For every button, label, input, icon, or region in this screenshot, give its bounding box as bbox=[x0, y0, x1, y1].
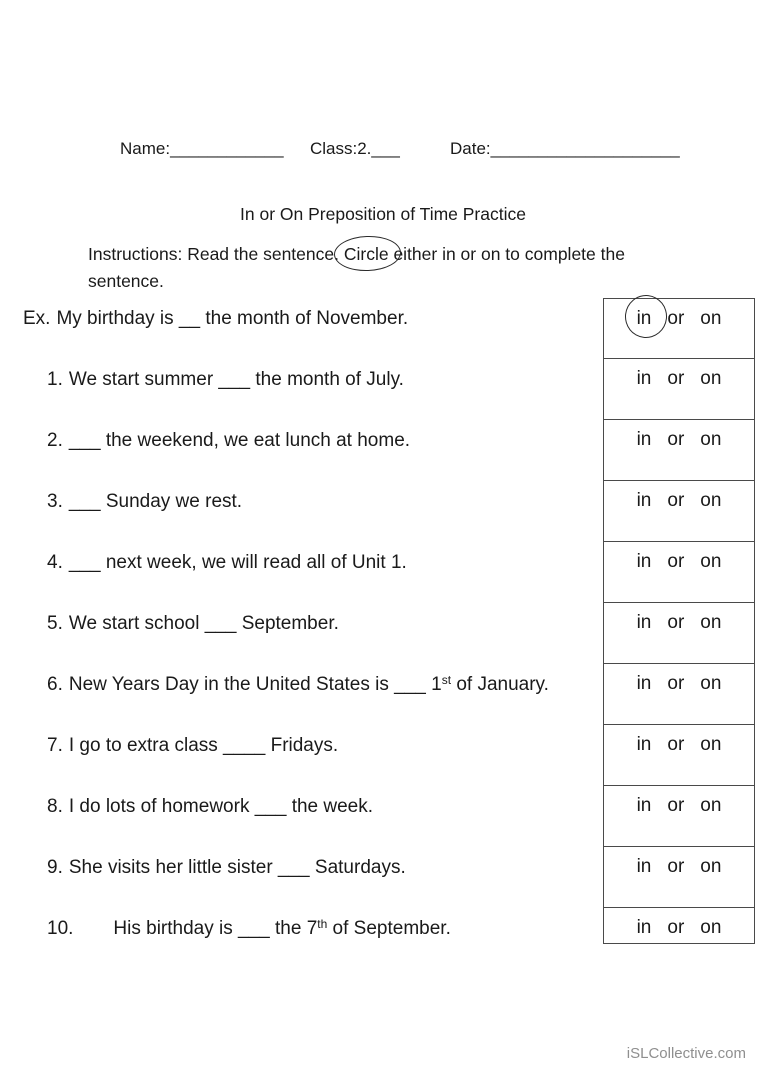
answer-box bbox=[603, 481, 755, 542]
question-row bbox=[0, 908, 766, 944]
option-in[interactable]: in bbox=[636, 490, 652, 511]
instructions bbox=[88, 241, 688, 295]
answer-box bbox=[603, 603, 755, 664]
question-after: of September. bbox=[327, 918, 451, 939]
question-body: ___ next week, we will read all of Unit 1. bbox=[68, 552, 407, 573]
question-body: We start school ___ September. bbox=[68, 613, 339, 634]
question-after: of January. bbox=[451, 674, 549, 695]
circled-word-text: Circle bbox=[343, 244, 389, 264]
answer-box bbox=[603, 664, 755, 725]
question-body: New Years Day in the United States is ___ 1 bbox=[68, 674, 442, 695]
question-body: ___ Sunday we rest. bbox=[68, 491, 243, 512]
answer-box bbox=[603, 420, 755, 481]
answer-box bbox=[603, 542, 755, 603]
question-body: His birthday is ___ the 7 bbox=[113, 918, 318, 939]
option-in[interactable]: in bbox=[636, 856, 652, 877]
question-number: 8. bbox=[47, 796, 63, 817]
circled-word bbox=[344, 241, 389, 268]
option-on[interactable]: on bbox=[700, 917, 722, 938]
question-number: 2. bbox=[47, 430, 63, 451]
option-in[interactable]: in bbox=[636, 429, 652, 450]
question-text bbox=[47, 552, 596, 575]
option-on[interactable]: on bbox=[700, 429, 722, 450]
option-in-label: in bbox=[636, 308, 652, 329]
question-text bbox=[23, 308, 596, 329]
option-or[interactable]: or bbox=[667, 734, 685, 755]
option-in[interactable]: in bbox=[636, 795, 652, 816]
option-or[interactable]: or bbox=[667, 673, 685, 694]
option-or[interactable]: or bbox=[667, 795, 685, 816]
question-body: We start summer ___ the month of July. bbox=[68, 369, 404, 390]
question-text bbox=[47, 918, 596, 941]
instructions-part1: Instructions: Read the sentence. bbox=[88, 244, 344, 264]
name-field[interactable]: Name:____________ bbox=[120, 139, 284, 158]
option-on[interactable]: on bbox=[700, 368, 722, 389]
option-on[interactable]: on bbox=[700, 795, 722, 816]
question-sup: th bbox=[317, 917, 328, 931]
question-text bbox=[47, 674, 596, 697]
question-number: 4. bbox=[47, 552, 63, 573]
option-or[interactable]: or bbox=[667, 551, 685, 572]
question-number: Ex. bbox=[23, 308, 51, 329]
question-row bbox=[0, 847, 766, 908]
option-on[interactable]: on bbox=[700, 612, 722, 633]
question-body: I go to extra class ____ Fridays. bbox=[68, 735, 339, 756]
question-number: 1. bbox=[47, 369, 63, 390]
question-number: 9. bbox=[47, 857, 63, 878]
question-number: 10. bbox=[47, 918, 74, 939]
option-or[interactable]: or bbox=[667, 308, 685, 329]
question-row bbox=[0, 725, 766, 786]
question-text bbox=[47, 796, 596, 819]
date-field[interactable]: Date:____________________ bbox=[450, 139, 680, 158]
option-on[interactable]: on bbox=[700, 856, 722, 877]
option-on[interactable]: on bbox=[700, 308, 722, 329]
option-on[interactable]: on bbox=[700, 490, 722, 511]
answer-box bbox=[603, 847, 755, 908]
question-text bbox=[47, 491, 596, 514]
question-row bbox=[0, 359, 766, 420]
question-body: I do lots of homework ___ the week. bbox=[68, 796, 374, 817]
answer-box bbox=[603, 359, 755, 420]
answer-box bbox=[603, 298, 755, 359]
option-or[interactable]: or bbox=[667, 490, 685, 511]
question-row bbox=[0, 420, 766, 481]
question-sup: st bbox=[441, 673, 452, 687]
option-on[interactable]: on bbox=[700, 551, 722, 572]
answer-box bbox=[603, 908, 755, 944]
question-body: She visits her little sister ___ Saturdays. bbox=[68, 857, 406, 878]
option-on[interactable]: on bbox=[700, 734, 722, 755]
question-text bbox=[47, 369, 596, 392]
question-number: 5. bbox=[47, 613, 63, 634]
questions-area bbox=[0, 298, 766, 944]
question-number: 3. bbox=[47, 491, 63, 512]
option-in[interactable]: in bbox=[636, 734, 652, 755]
option-or[interactable]: or bbox=[667, 429, 685, 450]
question-number: 6. bbox=[47, 674, 63, 695]
answer-box bbox=[603, 725, 755, 786]
question-body: My birthday is __ the month of November. bbox=[56, 308, 409, 329]
worksheet-title: In or On Preposition of Time Practice bbox=[240, 204, 526, 224]
question-row bbox=[0, 786, 766, 847]
question-row bbox=[0, 603, 766, 664]
option-on[interactable]: on bbox=[700, 673, 722, 694]
option-in[interactable]: in bbox=[636, 673, 652, 694]
option-in[interactable]: in bbox=[636, 368, 652, 389]
question-body: ___ the weekend, we eat lunch at home. bbox=[68, 430, 411, 451]
example-row bbox=[0, 298, 766, 359]
answer-box bbox=[603, 786, 755, 847]
option-or[interactable]: or bbox=[667, 917, 685, 938]
question-row bbox=[0, 481, 766, 542]
question-number: 7. bbox=[47, 735, 63, 756]
option-in[interactable]: in bbox=[636, 612, 652, 633]
question-text bbox=[47, 613, 596, 636]
option-or[interactable]: or bbox=[667, 612, 685, 633]
option-or[interactable]: or bbox=[667, 368, 685, 389]
option-in[interactable]: in bbox=[636, 917, 652, 938]
class-field[interactable]: Class:2.___ bbox=[310, 139, 400, 158]
option-in[interactable]: in bbox=[636, 551, 652, 572]
question-text bbox=[47, 857, 596, 880]
question-text bbox=[47, 430, 596, 453]
question-row bbox=[0, 664, 766, 725]
watermark: iSLCollective.com bbox=[626, 1045, 746, 1062]
option-in[interactable] bbox=[637, 308, 652, 330]
instructions-line2: sentence. bbox=[88, 271, 164, 291]
instructions-part2: either in or on to complete the bbox=[388, 244, 625, 264]
option-or[interactable]: or bbox=[667, 856, 685, 877]
question-text bbox=[47, 735, 596, 758]
question-row bbox=[0, 542, 766, 603]
